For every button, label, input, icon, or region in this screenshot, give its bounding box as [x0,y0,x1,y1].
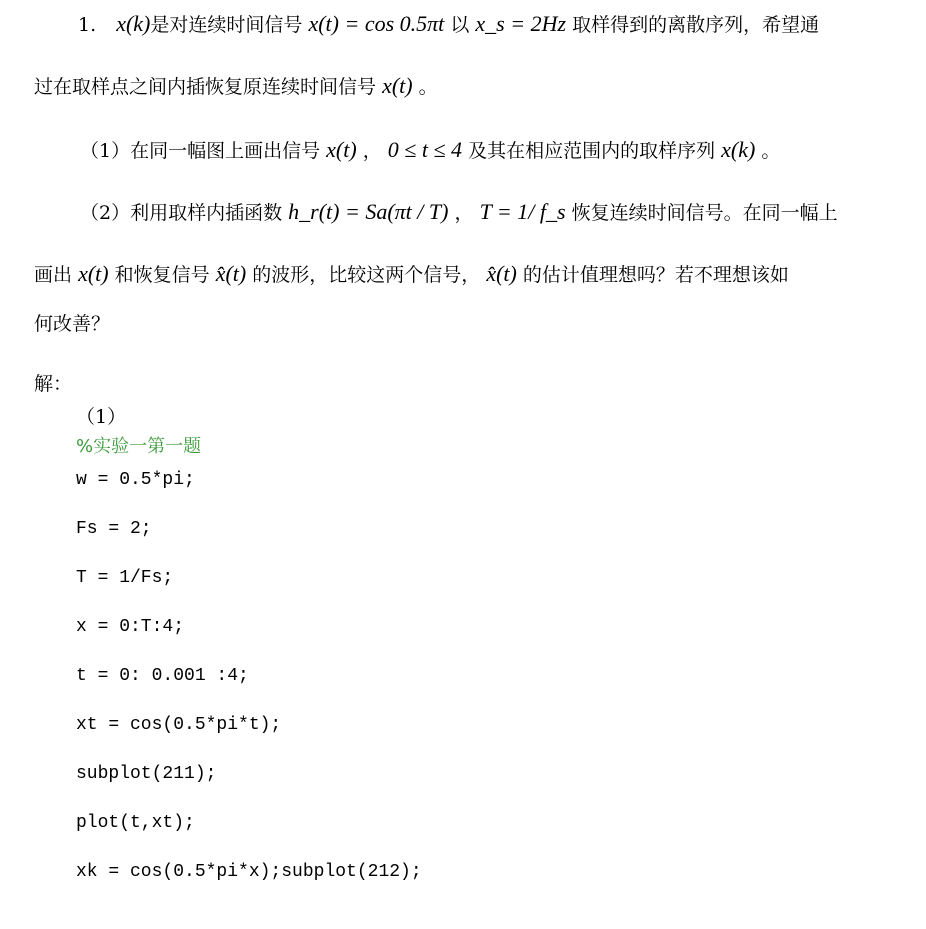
q2-interp-function: h_r(t) = Sa(πt / T) [288,199,449,224]
question-2-line-2 [34,262,789,287]
intro-sequence: x(k) [116,11,151,36]
code-comment: %实验一第一题 [76,436,202,457]
q1-middle: 及其在相应范围内的取样序列 [468,140,716,162]
code-line: t = 0: 0.001 :4; [76,666,249,686]
code-line: w = 0.5*pi; [76,470,195,490]
q2-line2-signal: x(t) [78,261,109,286]
intro-text-c: 取样得到的离散序列，希望通 [572,14,820,36]
question-2-line-1 [80,200,838,225]
q2-separator: ， [454,202,474,224]
line2-signal: x(t) [382,73,413,98]
code-line: xk = cos(0.5*pi*x);subplot(212); [76,862,422,882]
solution-part: （1） [76,406,127,428]
line2-text: 过在取样点之间内插恢复原连续时间信号 [34,76,377,98]
question-1 [80,138,780,163]
signal-definition: x(t) = cos 0.5πt [308,11,445,36]
q2-prefix: （2）利用取样内插函数 [80,202,283,224]
q2-line3: 何改善？ [34,313,111,335]
q2-line2-d: 的估计值理想吗？若不理想该如 [522,264,789,286]
q1-range: 0 ≤ t ≤ 4 [387,137,463,162]
code-line: subplot(211); [76,764,217,784]
problem-number: 1. [78,14,97,36]
q2-line2-hat: x̂(t) [215,261,247,286]
q2-period: T = 1/ f_s [479,199,566,224]
q2-line2-c: 的波形，比较这两个信号， [252,264,481,286]
q2-suffix: 恢复连续时间信号。在同一幅上 [571,202,838,224]
q2-line2-b: 和恢复信号 [114,264,210,286]
problem-line-1 [78,12,819,37]
solution-label: 解： [34,373,73,395]
code-line: x = 0:T:4; [76,617,185,637]
sample-rate: x_s = 2Hz [475,11,567,36]
problem-line-2 [34,74,438,99]
code-line: xt = cos(0.5*pi*t); [76,715,282,735]
q2-line2-hat-2: x̂(t) [486,261,517,286]
q1-separator: ， [362,140,382,162]
code-line: Fs = 2; [76,519,152,539]
intro-text-b: 以 [450,14,470,36]
q1-prefix: （1）在同一幅图上画出信号 [80,140,321,162]
question-2-line-3 [34,312,110,336]
q1-end: 。 [761,140,781,162]
q1-sequence: x(k) [721,137,756,162]
intro-text-a: 是对连续时间信号 [150,14,303,36]
line2-end: 。 [418,76,438,98]
code-line: T = 1/Fs; [76,568,174,588]
q1-signal: x(t) [326,137,357,162]
q2-line2-a: 画出 [34,264,73,286]
code-line: plot(t,xt); [76,813,195,833]
